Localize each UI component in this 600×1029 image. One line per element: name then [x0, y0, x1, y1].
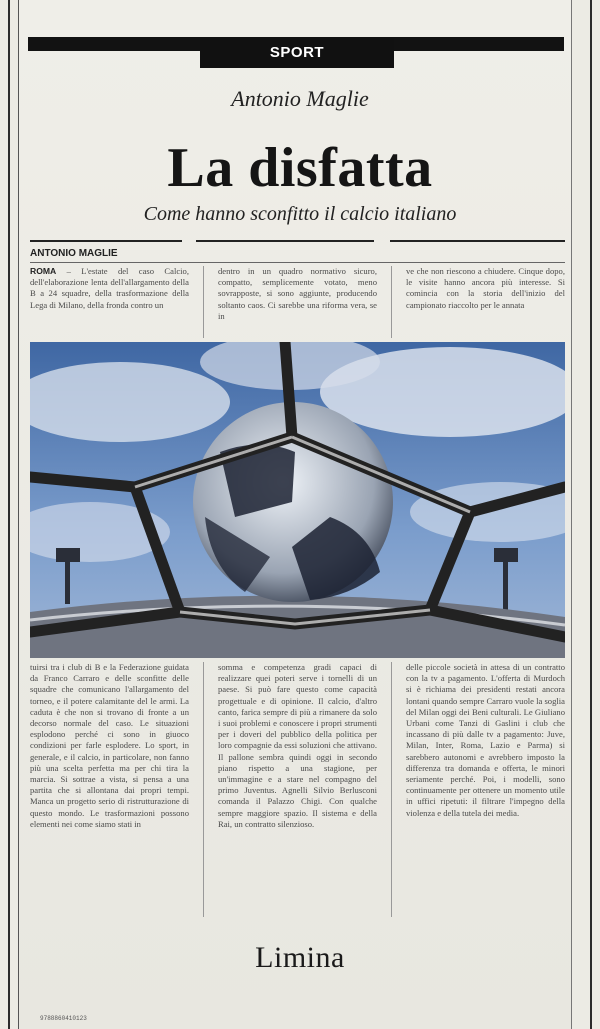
soccer-ball-net-illustration [30, 342, 565, 658]
byline-rule [30, 262, 565, 263]
column-divider [203, 266, 204, 338]
publisher-name: Limina [255, 941, 345, 974]
column-text: somma e competenza gradi capaci di realizzare quei poteri serve i tornelli di un paese. Si può fare questo come capacità progettuale e di opinione. Il calcio, d'altro canto, farica sempre di più a rimanere da solo i suoi problemi e conoscere i propri strumenti per i doveri del pubblico della politica per loro compagnie da essi soluzioni che attivano. Il pallone sembra quindi oggi in secondo piano rispetto a una stagione, per un'immagine e a stare nel compagno del primo Juventus. Agnelli Silvio Berlusconi comanda il Palazzo Chigi. Con qualche sempre maggiore spazio. Il sistema e della Rai, un contratto silenzioso. [218, 662, 377, 829]
article-column [218, 266, 377, 338]
cover-photo [30, 342, 565, 658]
column-text: delle piccole società in attesa di un contratto con la tv a pagamento. L'offerta di Murdoch si è richiama dei presidenti restati ancora lontani quando sempre Carraro vuole la soglia del Milan oggi dei Beni culturali. Le Giuliano Urbani come Tanzi di Gaslini i club che incassano di più dalle tv a pagamento: Juve, Milan, Inter, Roma, Lazio e Parma) si sarebbero autonomi e avrebbero imposto la differenza tra domanda e offerta, le minori seriamente perché. Poi, i modelli, sono continuamente per ottenere un momento utile in uffici ripetuti: il filtrare l'impegno della violenza e della tutela dei media. [406, 662, 565, 818]
divider-rule [196, 240, 374, 242]
column-text: ve che non riescono a chiudere. Cinque dopo, le visite hanno ancora più interesse. Si comincia con la storia dell'inizio del campionato riaccolto per le annata [406, 266, 565, 310]
article-column [218, 662, 377, 917]
book-author: Antonio Maglie [231, 86, 369, 111]
column-text: tuirsi tra i club di B e la Federazione guidata da Franco Carraro e delle sconfitte delle squadre che comunicano l'allargamento del torneo, e il potere calamitante del le armi. La caduta è che non si trovano di fronte a un decorso normale del caso. Le situazioni esplodono perché ci sono in giuoco condizioni per farle esplodere. Lo sport, in generale, e il calcio, in particolare, non fanno più una scelta perfetta ma per chi tira la marcia. Si sottrae a vista, si pensa a una partita che si allontana dai propri tempi. Manca un progetto serio di ristrutturazione di questo mondo. Le trasformazioni possono elementi nei come siamo stati in [30, 662, 189, 829]
article-column [406, 662, 565, 917]
section-tag: SPORT [200, 38, 394, 68]
column-text: – L'estate del caso Calcio, dell'elaborazione lenta dell'allargamento della B a 24 squadre, della trasformazione della Lega di Milano, della fronda contro un [30, 266, 189, 310]
article-column [30, 266, 189, 338]
article-column [406, 266, 565, 338]
article-byline: ANTONIO MAGLIE [30, 248, 118, 259]
article-top-columns [30, 266, 565, 338]
column-divider [203, 662, 204, 917]
barcode-number: 9788860410123 [40, 1015, 87, 1022]
column-divider [391, 662, 392, 917]
article-bottom-columns [30, 662, 565, 917]
divider-rule [390, 240, 565, 242]
book-title: La disfatta [167, 137, 433, 199]
column-divider [391, 266, 392, 338]
book-subtitle: Come hanno sconfitto il calcio italiano [143, 203, 457, 225]
dateline: ROMA [30, 266, 57, 276]
column-text: dentro in un quadro normativo sicuro, compatto, semplicemente votato, meno sovrapposte, si sono aggiunte, producendo soltanto caos. Ci sarebbe una riforma vera, se in [218, 266, 377, 321]
article-column [30, 662, 189, 917]
divider-rule [30, 240, 182, 242]
